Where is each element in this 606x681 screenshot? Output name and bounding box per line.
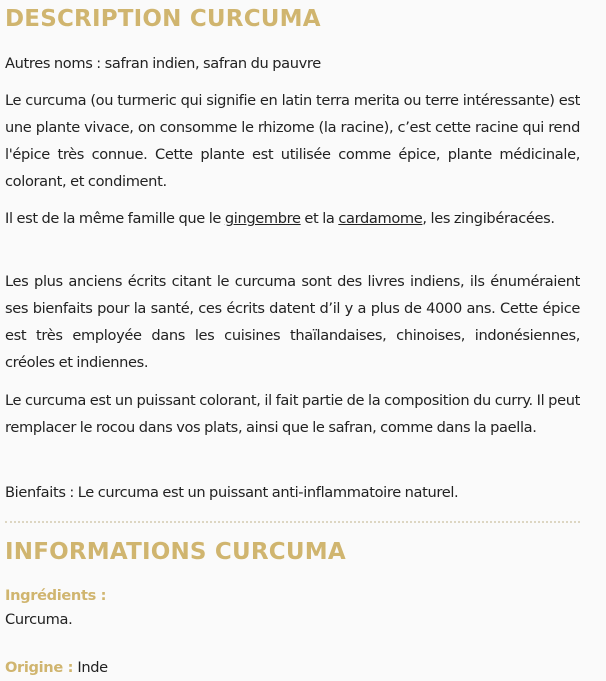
family-text-after: , les zingibéracées.	[422, 210, 555, 227]
intro-paragraph: Le curcuma (ou turmeric qui signifie en latin terra merita ou terre intéressante) est une plante vivace, on consomme le rhizome (la racine), c’est cette racine qui rend l'épice très connue. Cette plante est utilisée comme épice, plante médicinale, colorant, et condiment.	[5, 92, 580, 190]
ingredients-value: Curcuma.	[5, 611, 73, 628]
origin-line	[5, 657, 108, 679]
benefits-paragraph: Bienfaits : Le curcuma est un puissant anti-inflammatoire naturel.	[5, 484, 459, 501]
origin-value: Inde	[77, 659, 108, 676]
section-divider	[5, 521, 580, 523]
gingembre-link[interactable]: gingembre	[224, 210, 301, 227]
origin-label: Origine :	[5, 659, 74, 676]
cardamome-link[interactable]: cardamome	[338, 210, 423, 227]
colorant-paragraph: Le curcuma est un puissant colorant, il fait partie de la composition du curry. Il peut remplacer le rocou dans vos plats, ainsi que le safran, comme dans la paella.	[5, 392, 580, 436]
history-paragraph: Les plus anciens écrits citant le curcuma sont des livres indiens, ils énuméraient ses bienfaits pour la santé, ces écrits datent d’il y a plus de 4000 ans. Cette épice est très employée dans les cuisines thaïlandaises, chinoises, indonésiennes, créoles et indiennes.	[5, 273, 580, 371]
family-paragraph	[5, 205, 580, 232]
ingredients-label: Ingrédients :	[5, 587, 107, 604]
family-text-middle: et la	[300, 210, 339, 227]
description-title: DESCRIPTION CURCUMA	[5, 6, 321, 32]
other-names-paragraph: Autres noms : safran indien, safran du pauvre	[5, 55, 321, 72]
information-title: INFORMATIONS CURCUMA	[5, 539, 346, 565]
family-text-before: Il est de la même famille que le	[5, 210, 225, 227]
ingredients-label-line	[5, 585, 106, 607]
